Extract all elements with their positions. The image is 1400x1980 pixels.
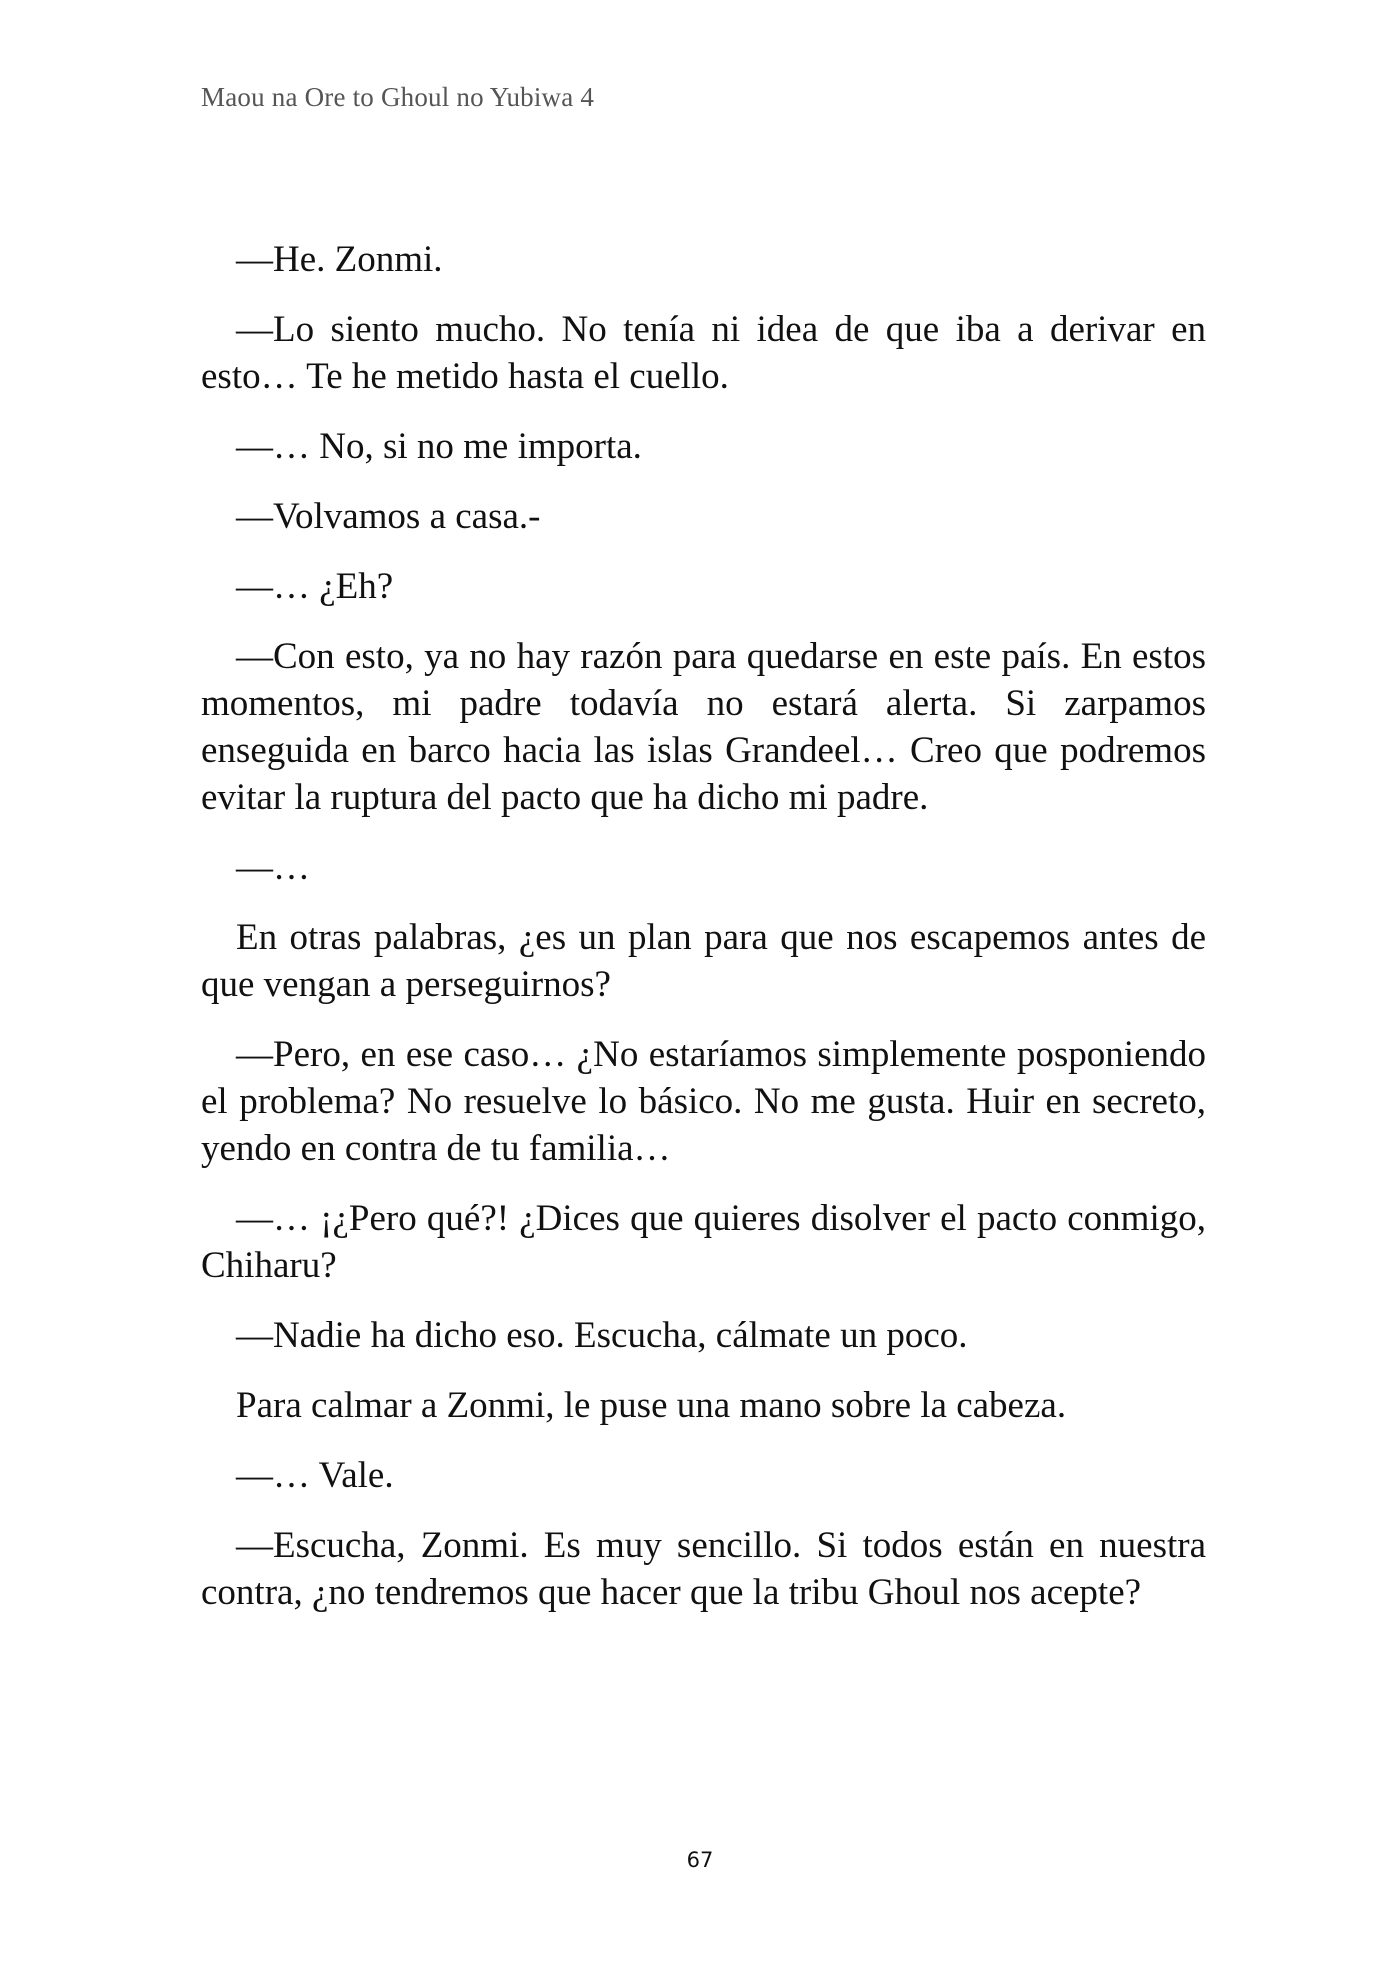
paragraph: —Pero, en ese caso… ¿No estaríamos simplemente posponiendo el problema? No resuelve lo básico. No me gusta. Huir en secreto, yendo en contra de tu familia… [201,1034,1206,1169]
paragraph: —… No, si no me importa. [236,426,642,467]
paragraph: —… ¿Eh? [236,566,394,607]
running-header: Maou na Ore to Ghoul no Yubiwa 4 [201,82,595,112]
paragraph: —… ¡¿Pero qué?! ¿Dices que quieres disolver el pacto conmigo, Chiharu? [201,1198,1206,1286]
paragraph: —Escucha, Zonmi. Es muy sencillo. Si todos están en nuestra contra, ¿no tendremos que hacer que la tribu Ghoul nos acepte? [201,1525,1206,1613]
paragraph: Para calmar a Zonmi, le puse una mano sobre la cabeza. [236,1385,1067,1426]
paragraph: —Volvamos a casa.- [236,496,541,537]
paragraph: —He. Zonmi. [236,239,443,280]
paragraph: —Con esto, ya no hay razón para quedarse en este país. En estos momentos, mi padre todavía no estará alerta. Si zarpamos enseguida en barco hacia las islas Grandeel… Creo que podremos evitar la ruptura del pacto que ha dicho mi padre. [201,636,1206,818]
paragraph: En otras palabras, ¿es un plan para que nos escapemos antes de que vengan a perseguirnos? [201,917,1206,1005]
paragraph: —Lo siento mucho. No tenía ni idea de que iba a derivar en esto… Te he metido hasta el cuello. [201,309,1206,397]
paragraph: —Nadie ha dicho eso. Escucha, cálmate un poco. [236,1315,968,1356]
page-number: 67 [686,1848,714,1872]
paragraph: —… Vale. [236,1455,394,1496]
paragraph: —… [236,847,310,888]
body-text [201,236,1206,1616]
